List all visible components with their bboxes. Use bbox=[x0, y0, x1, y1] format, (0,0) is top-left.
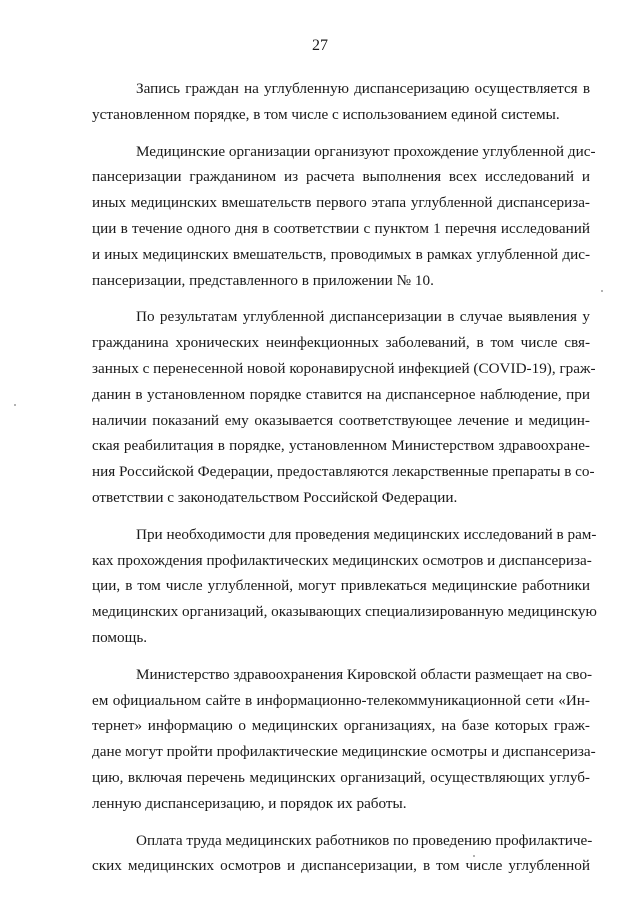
paragraph-specialists bbox=[92, 522, 597, 651]
text-line: ках прохождения профилактических медицинских осмотров и диспансериза- bbox=[92, 551, 592, 569]
text-line: ции, в том числе углубленной, могут привлекаться медицинские работники bbox=[92, 577, 590, 595]
text-line: занных с перенесенной новой коронавирусной инфекцией (COVID-19), граж- bbox=[92, 359, 596, 377]
text-line: и иных медицинских вмешательств, проводимых в рамках углубленной дис- bbox=[92, 245, 590, 263]
text-line: ленную диспансеризацию, и порядок их работы. bbox=[92, 794, 407, 812]
text-line: ции в течение одного дня в соответствии с пунктом 1 перечня исследований bbox=[92, 219, 590, 237]
text-line: При необходимости для проведения медицинских исследований в рам- bbox=[136, 525, 597, 543]
body-text bbox=[92, 76, 597, 890]
text-line: пансеризации, представленного в приложении № 10. bbox=[92, 271, 434, 289]
text-line: Министерство здравоохранения Кировской области размещает на сво- bbox=[136, 665, 593, 683]
text-line: наличии показаний ему оказывается соответствующее лечение и медицин- bbox=[92, 411, 590, 429]
paragraph-payment bbox=[92, 828, 593, 880]
text-line: ем официальном сайте в информационно-телекоммуникационной сети «Ин- bbox=[92, 691, 590, 709]
text-line: По результатам углубленной диспансеризации в случае выявления у bbox=[136, 308, 590, 326]
scan-speck bbox=[14, 404, 16, 406]
text-line: гражданина хронических неинфекционных заболеваний, в том числе свя- bbox=[92, 334, 590, 352]
text-line: установленном порядке, в том числе с использованием единой системы. bbox=[92, 105, 560, 123]
text-line: ния Российской Федерации, предоставляются лекарственные препараты в со- bbox=[92, 463, 595, 481]
text-line: ских медицинских осмотров и диспансеризации, в том числе углубленной bbox=[92, 857, 590, 875]
text-line: тернет» информацию о медицинских организациях, на базе которых граж- bbox=[92, 717, 590, 735]
text-line: пансеризации гражданином из расчета выполнения всех исследований и bbox=[92, 168, 590, 186]
paragraph-recording bbox=[92, 76, 590, 128]
text-line: ответствии с законодательством Российской Федерации. bbox=[92, 488, 458, 506]
page-number: 27 bbox=[312, 37, 328, 54]
text-line: помощь. bbox=[92, 628, 148, 646]
text-line: Оплата труда медицинских работников по проведению профилактиче- bbox=[136, 831, 593, 849]
text-line: дане могут пройти профилактические медицинские осмотры и диспансериза- bbox=[92, 743, 596, 761]
text-line: иных медицинских вмешательств первого этапа углубленной диспансериза- bbox=[92, 194, 590, 212]
text-line: медицинских организаций, оказывающих специализированную медицинскую bbox=[92, 603, 597, 621]
paragraph-organization bbox=[92, 139, 596, 294]
text-line: ская реабилитация в порядке, установленном Министерством здравоохране- bbox=[92, 437, 590, 455]
scan-speck bbox=[473, 855, 475, 857]
text-line: данин в установленном порядке ставится на диспансерное наблюдение, при bbox=[92, 385, 590, 403]
paragraph-ministry bbox=[92, 662, 596, 817]
paragraph-results bbox=[92, 304, 596, 510]
scan-speck bbox=[601, 290, 603, 292]
text-line: Запись граждан на углубленную диспансеризацию осуществляется в bbox=[136, 80, 590, 97]
text-line: цию, включая перечень медицинских организаций, осуществляющих углуб- bbox=[92, 768, 590, 786]
text-line: Медицинские организации организуют прохождение углубленной дис- bbox=[136, 142, 596, 160]
